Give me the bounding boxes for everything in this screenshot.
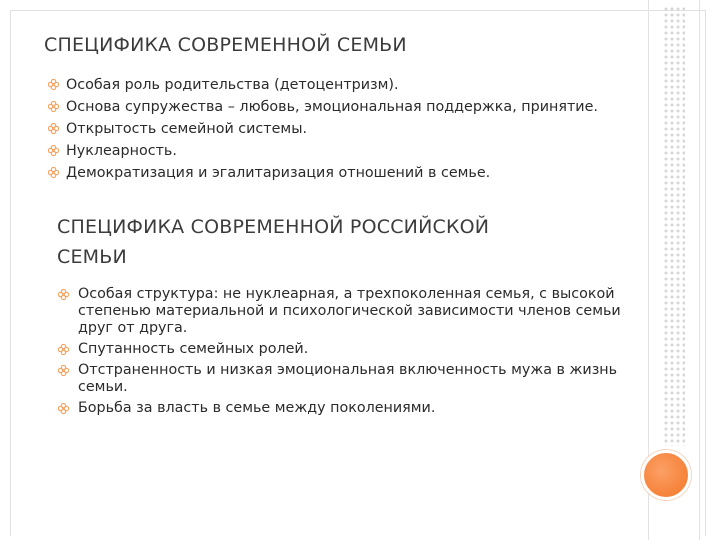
list-item-text: Демократизация и эгалитаризация отношений в семье. <box>66 165 491 181</box>
dotted-pattern <box>663 6 685 446</box>
section-title-modern-family: СПЕЦИФИКА СОВРЕМЕННОЙ СЕМЬИ <box>44 34 407 56</box>
list-item <box>58 400 638 417</box>
flower-bullet-icon <box>58 365 69 376</box>
flower-bullet-icon <box>58 289 69 300</box>
modern-family-list <box>48 76 618 186</box>
list-item-text: Нуклеарность. <box>66 143 177 159</box>
list-item <box>48 120 618 138</box>
flower-bullet-icon <box>48 101 59 112</box>
flower-bullet-icon <box>48 167 59 178</box>
list-item-text: Спутанность семейных ролей. <box>78 341 309 357</box>
list-item <box>58 286 638 337</box>
list-item <box>58 362 638 396</box>
flower-bullet-icon <box>58 344 69 355</box>
flower-bullet-icon <box>48 79 59 90</box>
list-item <box>58 341 638 358</box>
list-item-text: Открытость семейной системы. <box>66 121 308 137</box>
orange-circle-icon <box>641 450 691 500</box>
flower-bullet-icon <box>58 403 69 414</box>
section-title-line2: СЕМЬИ <box>57 246 127 268</box>
list-item <box>48 76 618 94</box>
russian-family-list <box>58 286 638 421</box>
flower-bullet-icon <box>48 145 59 156</box>
flower-bullet-icon <box>48 123 59 134</box>
list-item-text: Борьба за власть в семье между поколениями. <box>78 400 436 416</box>
list-item-text: Отстраненность и низкая эмоциональная включенность мужа в жизнь семьи. <box>78 362 618 395</box>
list-item <box>48 98 618 116</box>
list-item-text: Особая структура: не нуклеарная, а трехпоколенная семья, с высокой степенью материальной и психологической зависимости членов семьи друг от друга. <box>78 286 621 336</box>
list-item <box>48 142 618 160</box>
list-item <box>48 164 618 182</box>
list-item-text: Особая роль родительства (детоцентризм). <box>66 77 399 93</box>
section-title-line1: СПЕЦИФИКА СОВРЕМЕННОЙ РОССИЙСКОЙ <box>57 216 490 238</box>
list-item-text: Основа супружества – любовь, эмоциональная поддержка, принятие. <box>66 99 598 115</box>
section-title-russian-family <box>57 212 617 272</box>
